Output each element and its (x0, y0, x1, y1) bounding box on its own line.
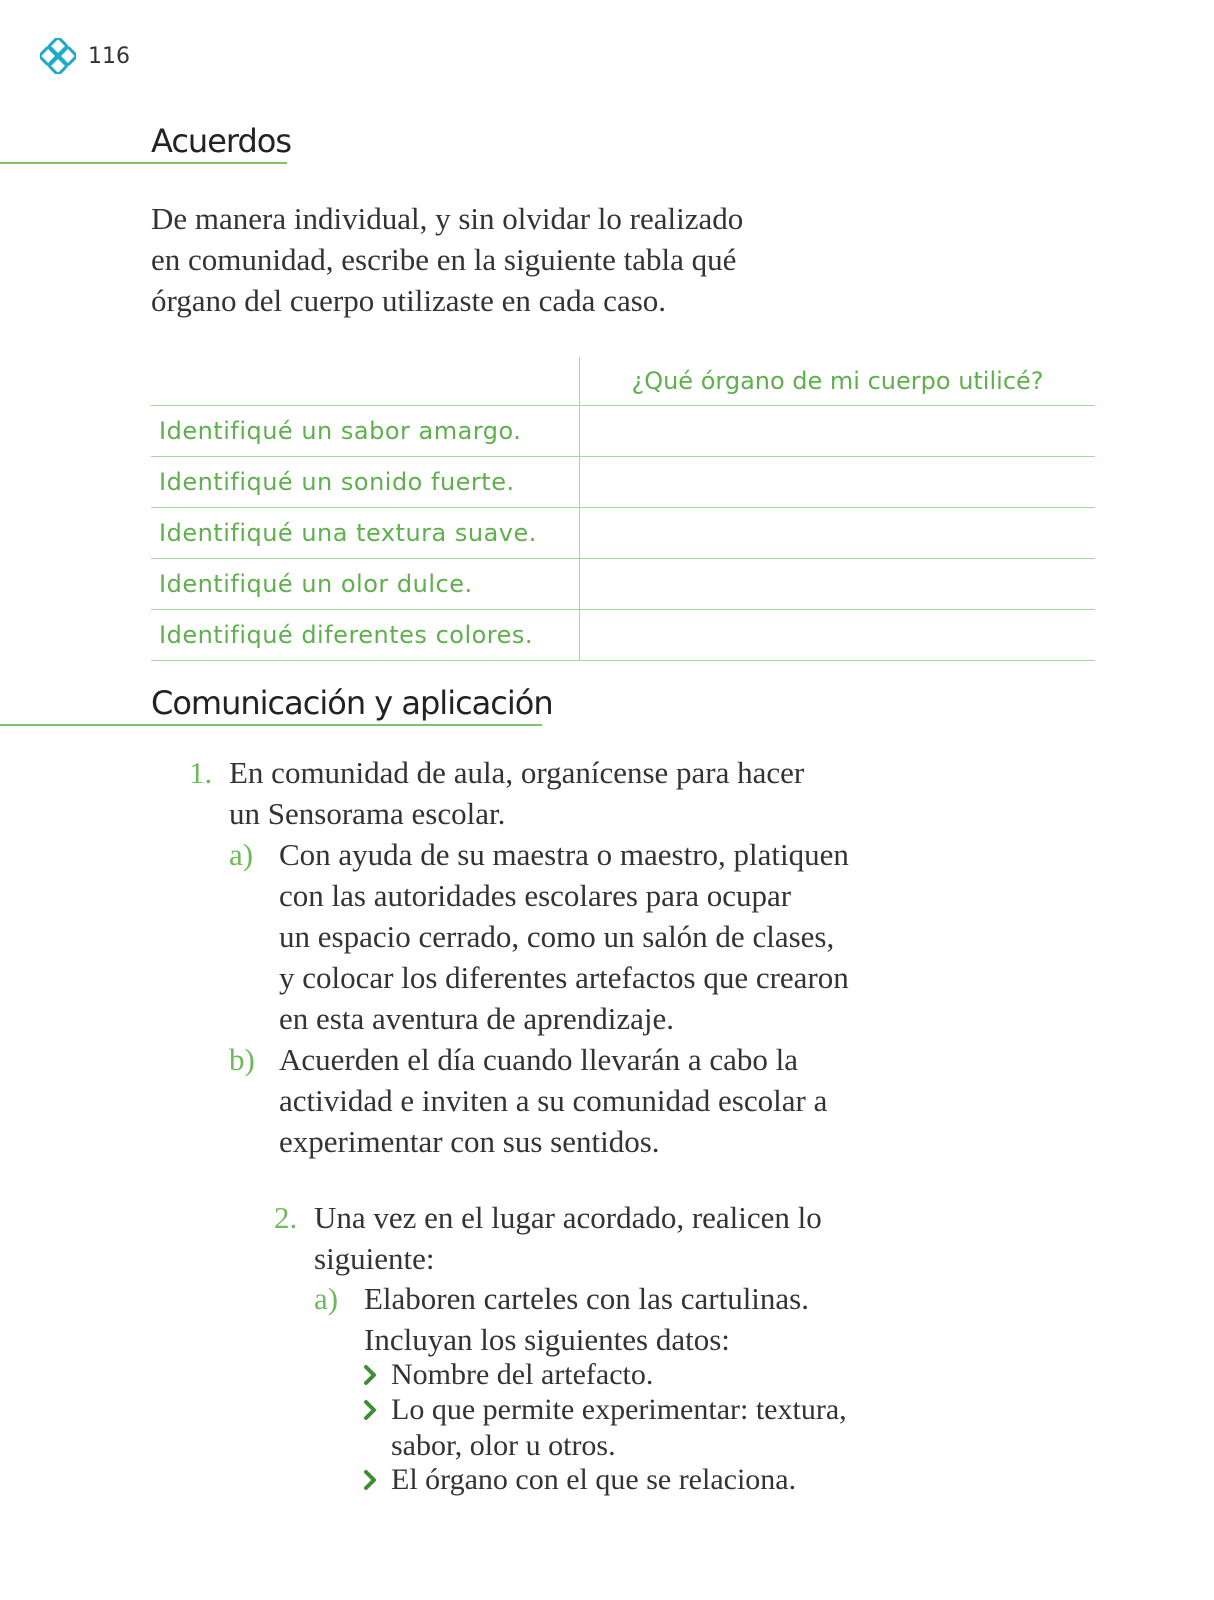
list-marker: a) (229, 837, 254, 872)
table-row (151, 457, 1095, 508)
table-answer-cell[interactable] (580, 406, 1096, 457)
list-text: En comunidad de aula, organícense para hacer (229, 755, 805, 790)
list-marker: b) (229, 1042, 255, 1077)
list-text: Acuerden el día cuando llevarán a cabo la (279, 1042, 798, 1077)
teal-knot-icon (40, 38, 76, 74)
table-corner-cell (151, 357, 580, 406)
list-text: Incluyan los siguientes datos: (364, 1322, 730, 1357)
list-text: experimentar con sus sentidos. (279, 1124, 660, 1159)
table-question: Identifiqué un sonido fuerte. (151, 457, 580, 508)
table-answer-cell[interactable] (580, 508, 1096, 559)
list-text: con las autoridades escolares para ocupar (279, 878, 792, 913)
page-number-text: 116 (88, 43, 130, 69)
intro-line: órgano del cuerpo utilizaste en cada caso. (151, 283, 667, 318)
table-question: Identifiqué un sabor amargo. (151, 406, 580, 457)
list-text: Con ayuda de su maestra o maestro, platiquen (279, 837, 849, 872)
list-marker: 2. (274, 1200, 298, 1235)
heading-rule (0, 724, 542, 726)
bullet-text: Nombre del artefacto. (391, 1358, 654, 1391)
intro-line: De manera individual, y sin olvidar lo realizado (151, 201, 744, 236)
table-header-organ: ¿Qué órgano de mi cuerpo utilicé? (580, 357, 1096, 406)
table-question: Identifiqué una textura suave. (151, 508, 580, 559)
list-text: actividad e inviten a su comunidad escolar a (279, 1083, 828, 1118)
list-text: un Sensorama escolar. (229, 796, 506, 831)
chevron-right-icon (364, 1392, 378, 1428)
table-header-row (151, 357, 1095, 406)
list-text: Una vez en el lugar acordado, realicen lo (314, 1200, 822, 1235)
list-text: y colocar los diferentes artefactos que crearon (279, 960, 849, 995)
table-answer-cell[interactable] (580, 559, 1096, 610)
table-row (151, 610, 1095, 661)
table-row (151, 508, 1095, 559)
list-marker: 1. (189, 755, 213, 790)
intro-line: en comunidad, escribe en la siguiente tabla qué (151, 242, 737, 277)
page-number (40, 38, 130, 74)
list-marker: a) (314, 1281, 339, 1316)
list-text: siguiente: (314, 1241, 435, 1276)
heading-comunicacion: Comunicación y aplicación (151, 684, 553, 722)
organ-table (151, 357, 1095, 661)
heading-rule (0, 162, 287, 164)
list-text: un espacio cerrado, como un salón de clases, (279, 919, 835, 954)
chevron-right-icon (364, 1357, 378, 1393)
bullet-text: El órgano con el que se relaciona. (391, 1463, 797, 1496)
table-row (151, 406, 1095, 457)
bullet-text: Lo que permite experimentar: textura, (391, 1393, 847, 1426)
intro-paragraph (151, 198, 911, 321)
table-question: Identifiqué diferentes colores. (151, 610, 580, 661)
table-row (151, 559, 1095, 610)
table-answer-cell[interactable] (580, 610, 1096, 661)
list-text: en esta aventura de aprendizaje. (279, 1001, 675, 1036)
chevron-right-icon (364, 1462, 378, 1498)
list-text: Elaboren carteles con las cartulinas. (364, 1281, 809, 1316)
bullet-text: sabor, olor u otros. (391, 1429, 616, 1462)
table-question: Identifiqué un olor dulce. (151, 559, 580, 610)
heading-acuerdos: Acuerdos (151, 122, 292, 160)
table-answer-cell[interactable] (580, 457, 1096, 508)
